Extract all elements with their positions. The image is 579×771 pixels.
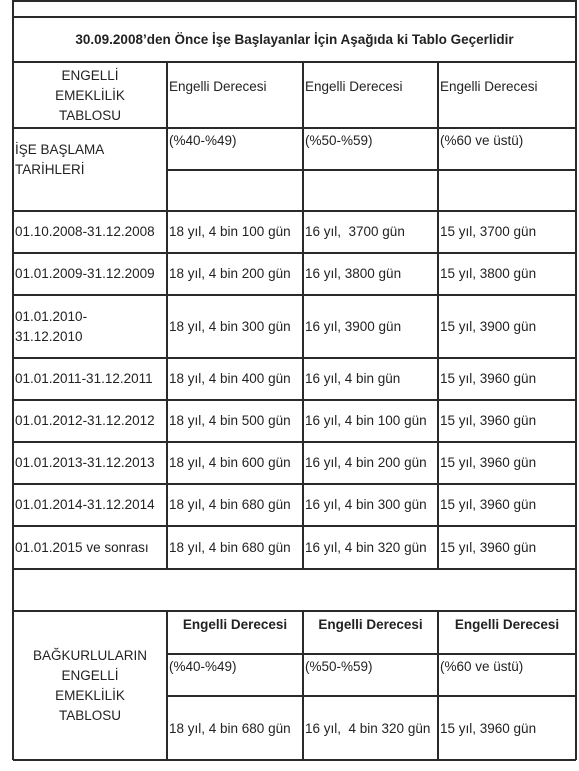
table2-value-3: 15 yıl, 3960 gün xyxy=(438,696,576,761)
row-value-1: 18 yıl, 4 bin 100 gün xyxy=(167,211,303,253)
row-value-1: 18 yıl, 4 bin 200 gün xyxy=(167,253,303,295)
table1-empty-cell xyxy=(167,170,303,211)
table1-degree-header-2: Engelli Derecesi xyxy=(303,62,438,128)
row-value-3: 15 yıl, 3900 gün xyxy=(438,295,576,358)
row-date: 01.01.2009-31.12.2009 xyxy=(13,253,167,295)
table1-empty-cell xyxy=(303,170,438,211)
table1-range-1: (%40-%49) xyxy=(167,128,303,170)
table1-empty-cell xyxy=(438,170,576,211)
table2-value-1: 18 yıl, 4 bin 680 gün xyxy=(167,696,303,761)
table1-degree-header-3: Engelli Derecesi xyxy=(438,62,576,128)
separator-row xyxy=(13,569,576,611)
row-value-2: 16 yıl, 4 bin 320 gün xyxy=(303,526,438,569)
table1-header-label: ENGELLİ EMEKLİLİK TABLOSU xyxy=(13,62,167,128)
row-value-3: 15 yıl, 3960 gün xyxy=(438,358,576,400)
row-date: 01.01.2010-31.12.2010 xyxy=(13,295,167,358)
row-value-3: 15 yıl, 3700 gün xyxy=(438,211,576,253)
row-value-3: 15 yıl, 3960 gün xyxy=(438,526,576,569)
table2-degree-header-3: Engelli Derecesi xyxy=(438,611,576,654)
table2-value-2: 16 yıl, 4 bin 320 gün xyxy=(303,696,438,761)
row-value-2: 16 yıl, 3800 gün xyxy=(303,253,438,295)
table2-degree-header-2: Engelli Derecesi xyxy=(303,611,438,654)
row-value-1: 18 yıl, 4 bin 680 gün xyxy=(167,526,303,569)
row-value-1: 18 yıl, 4 bin 500 gün xyxy=(167,400,303,442)
row-value-3: 15 yıl, 3960 gün xyxy=(438,484,576,526)
row-value-1: 18 yıl, 4 bin 600 gün xyxy=(167,442,303,484)
table2-range-1: (%40-%49) xyxy=(167,654,303,696)
row-date: 01.01.2014-31.12.2014 xyxy=(13,484,167,526)
table2-range-3: (%60 ve üstü) xyxy=(438,654,576,696)
table2-header-label: BAĞKURLULARIN ENGELLİ EMEKLİLİK TABLOSU xyxy=(13,611,167,761)
row-date: 01.10.2008-31.12.2008 xyxy=(13,211,167,253)
row-value-2: 16 yıl, 4 bin 100 gün xyxy=(303,400,438,442)
row-value-2: 16 yıl, 4 bin gün xyxy=(303,358,438,400)
disability-retirement-table xyxy=(12,0,577,760)
row-date: 01.01.2013-31.12.2013 xyxy=(13,442,167,484)
row-date: 01.01.2011-31.12.2011 xyxy=(13,358,167,400)
row-value-3: 15 yıl, 3960 gün xyxy=(438,442,576,484)
row-value-2: 16 yıl, 3900 gün xyxy=(303,295,438,358)
row-date: 01.01.2012-31.12.2012 xyxy=(13,400,167,442)
row-value-1: 18 yıl, 4 bin 680 gün xyxy=(167,484,303,526)
table1-range-3: (%60 ve üstü) xyxy=(438,128,576,170)
row-value-1: 18 yıl, 4 bin 400 gün xyxy=(167,358,303,400)
row-value-3: 15 yıl, 3960 gün xyxy=(438,400,576,442)
table-title: 30.09.2008’den Önce İşe Başlayanlar İçin Aşağıda ki Tablo Geçerlidir xyxy=(13,17,576,62)
row-value-2: 16 yıl, 3700 gün xyxy=(303,211,438,253)
row-value-2: 16 yıl, 4 bin 200 gün xyxy=(303,442,438,484)
table2-degree-header-1: Engelli Derecesi xyxy=(167,611,303,654)
top-empty-row xyxy=(13,1,576,17)
table2-range-2: (%50-%59) xyxy=(303,654,438,696)
row-value-3: 15 yıl, 3800 gün xyxy=(438,253,576,295)
row-date: 01.01.2015 ve sonrası xyxy=(13,526,167,569)
table1-range-2: (%50-%59) xyxy=(303,128,438,170)
start-dates-label: İŞE BAŞLAMA TARİHLERİ xyxy=(13,128,167,211)
row-value-2: 16 yıl, 4 bin 300 gün xyxy=(303,484,438,526)
table1-degree-header-1: Engelli Derecesi xyxy=(167,62,303,128)
row-value-1: 18 yıl, 4 bin 300 gün xyxy=(167,295,303,358)
